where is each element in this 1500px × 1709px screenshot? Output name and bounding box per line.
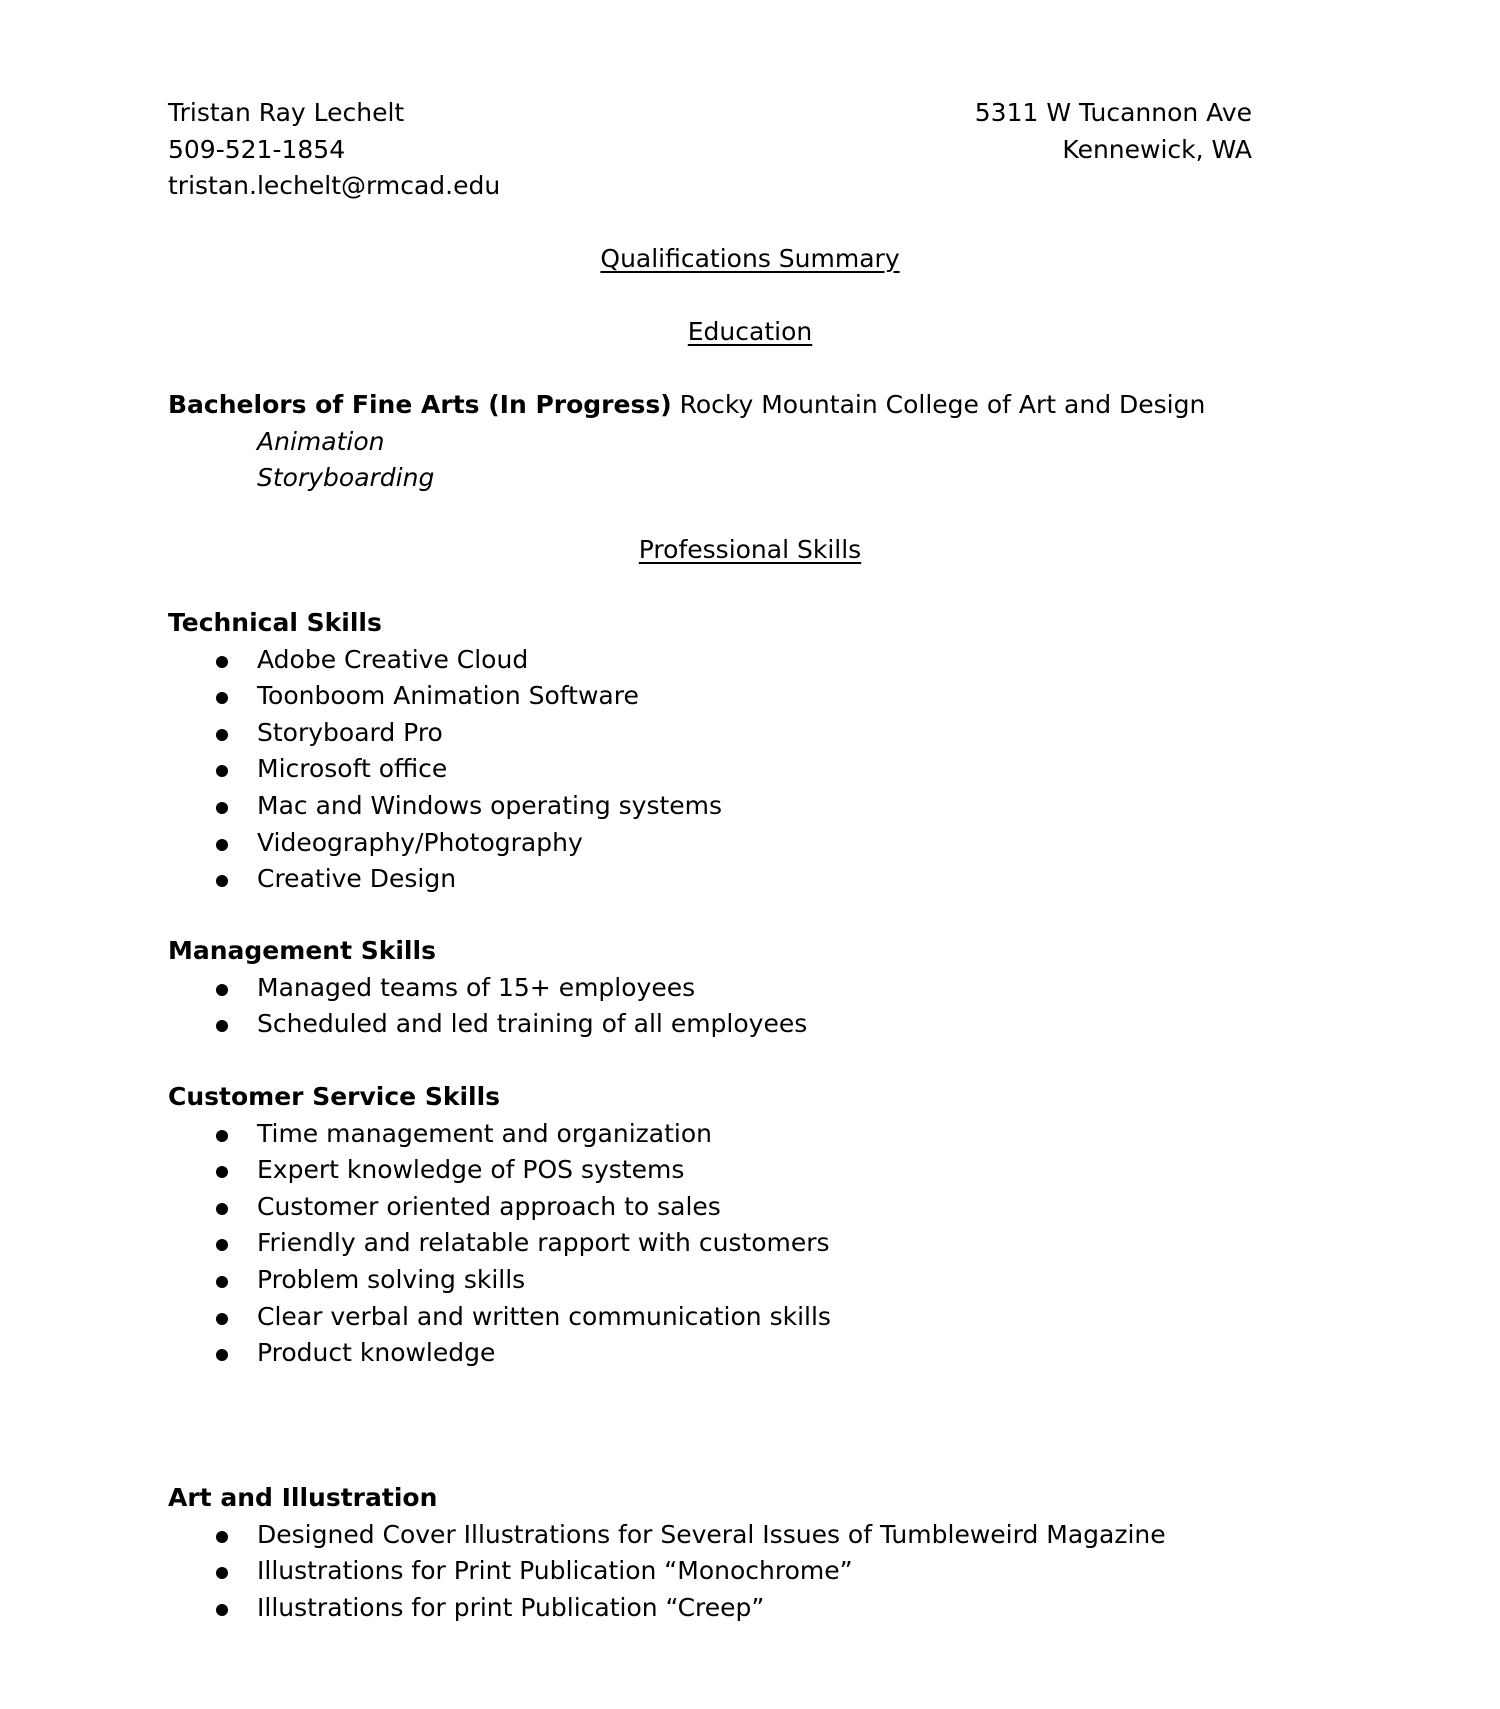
- list-item: Creative Design: [168, 861, 722, 898]
- list-item: Customer oriented approach to sales: [168, 1189, 831, 1226]
- focus-item: Animation: [257, 426, 385, 456]
- bullet-icon: [216, 656, 228, 668]
- list-item: Scheduled and led training of all employees: [168, 1006, 807, 1043]
- contact-phone: 509-521-1854: [168, 134, 346, 164]
- management-skills-list: [168, 970, 807, 1043]
- management-skills-block: [168, 933, 807, 1043]
- bullet-icon: [216, 1313, 228, 1325]
- education-heading: Education: [687, 317, 813, 346]
- list-item: Expert knowledge of POS systems: [168, 1152, 831, 1189]
- list-item: Time management and organization: [168, 1116, 831, 1153]
- list-item: Videography/Photography: [168, 825, 722, 862]
- list-item: Product knowledge: [168, 1335, 831, 1372]
- bullet-icon: [216, 802, 228, 814]
- list-item: Problem solving skills: [168, 1262, 831, 1299]
- list-item: Mac and Windows operating systems: [168, 788, 722, 825]
- professional-skills-heading: Professional Skills: [638, 535, 862, 564]
- art-illustration-block: [168, 1480, 1166, 1626]
- bullet-icon: [216, 1567, 228, 1579]
- list-item: Toonboom Animation Software: [168, 678, 722, 715]
- school-name: Rocky Mountain College of Art and Design: [671, 390, 1206, 419]
- address-line1: 5311 W Tucannon Ave: [974, 98, 1252, 127]
- bullet-icon: [216, 1130, 228, 1142]
- art-illustration-heading: Art and Illustration: [168, 1483, 438, 1512]
- bullet-icon: [216, 1203, 228, 1215]
- bullet-icon: [216, 1604, 228, 1616]
- education-block: [168, 387, 1205, 497]
- customer-service-skills-list: [168, 1116, 831, 1372]
- bullet-icon: [216, 1020, 228, 1032]
- management-skills-heading: Management Skills: [168, 936, 436, 965]
- list-item: Clear verbal and written communication skills: [168, 1299, 831, 1336]
- list-item: Managed teams of 15+ employees: [168, 970, 807, 1007]
- bullet-icon: [216, 1239, 228, 1251]
- address-block: [880, 95, 1252, 168]
- focus-item: Storyboarding: [257, 463, 435, 493]
- bullet-icon: [216, 765, 228, 777]
- qualifications-summary-heading: Qualifications Summary: [600, 244, 900, 273]
- contact-block: [168, 95, 500, 205]
- list-item: Illustrations for Print Publication “Monochrome”: [168, 1553, 1166, 1590]
- contact-name: Tristan Ray Lechelt: [168, 98, 405, 127]
- list-item: Storyboard Pro: [168, 715, 722, 752]
- customer-service-skills-block: [168, 1079, 831, 1372]
- list-item: Designed Cover Illustrations for Several Issues of Tumbleweird Magazine: [168, 1517, 1166, 1554]
- technical-skills-heading: Technical Skills: [168, 608, 382, 637]
- list-item: Adobe Creative Cloud: [168, 642, 722, 679]
- technical-skills-list: [168, 642, 722, 898]
- bullet-icon: [216, 984, 228, 996]
- list-item: Illustrations for print Publication “Creep”: [168, 1590, 1166, 1627]
- art-illustration-list: [168, 1517, 1166, 1627]
- list-item: Friendly and relatable rapport with customers: [168, 1225, 831, 1262]
- degree-line: [168, 387, 1205, 424]
- technical-skills-block: [168, 605, 722, 898]
- bullet-icon: [216, 1531, 228, 1543]
- customer-service-skills-heading: Customer Service Skills: [168, 1082, 501, 1111]
- bullet-icon: [216, 839, 228, 851]
- bullet-icon: [216, 875, 228, 887]
- bullet-icon: [216, 1349, 228, 1361]
- bullet-icon: [216, 729, 228, 741]
- list-item: Microsoft office: [168, 751, 722, 788]
- contact-email: tristan.lechelt@rmcad.edu: [168, 171, 501, 201]
- bullet-icon: [216, 692, 228, 704]
- bullet-icon: [216, 1276, 228, 1288]
- degree-title: Bachelors of Fine Arts (In Progress): [168, 390, 672, 419]
- bullet-icon: [216, 1166, 228, 1178]
- address-line2: Kennewick, WA: [1062, 134, 1252, 164]
